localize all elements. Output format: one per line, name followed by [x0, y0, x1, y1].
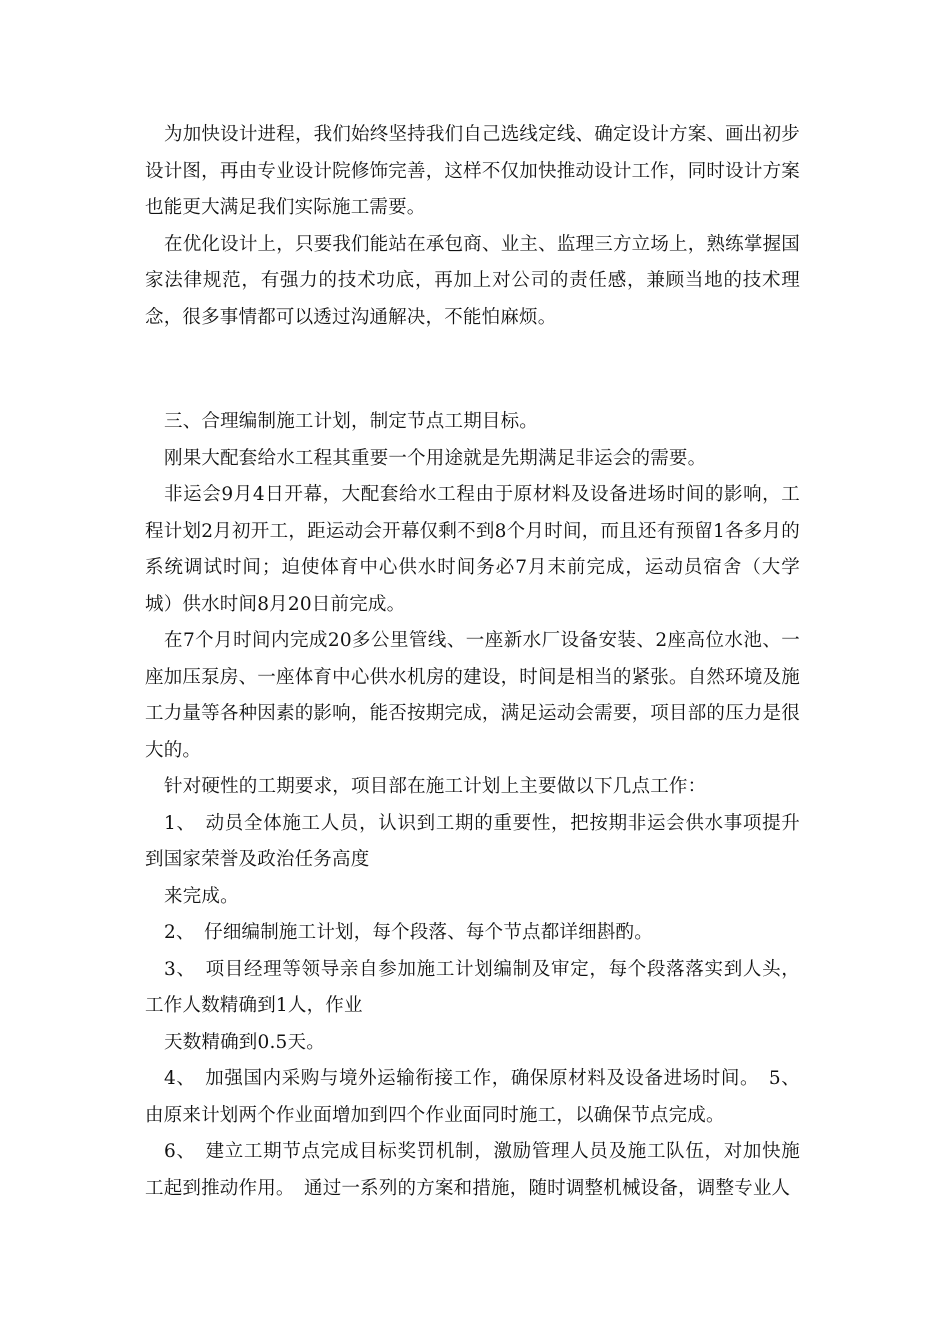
paragraph-design-optimization: 在优化设计上，只要我们能站在承包商、业主、监理三方立场上，熟练掌握国家法律规范，有强力的技术功底，再加上对公司的责任感，兼顾当地的技术理念，很多事情都可以透过沟通解决，不能怕麻烦。 [145, 233, 800, 328]
paragraph-timeline: 非运会9月4日开幕，大配套给水工程由于原材料及设备进场时间的影响，工程计划2月初开工，距运动会开幕仅剩不到8个月时间，而且还有预留1各多月的系统调试时间；迫使体育中心供水时间务必7月末前完成，运动员宿舍（大学城）供水时间8月20日前完成。 [145, 484, 800, 615]
list-item-6: 6、 建立工期节点完成目标奖罚机制，激励管理人员及施工队伍，对加快施工起到推动作用。 通过一系列的方案和措施，随时调整机械设备，调整专业人 [145, 1141, 800, 1199]
list-item-2: 2、 仔细编制施工计划，每个段落、每个节点都详细斟酌。 [164, 922, 653, 943]
list-item-3: 3、 项目经理等领导亲自参加施工计划编制及审定，每个段落落实到人头，工作人数精确到1人，作业 [145, 958, 800, 1016]
paragraph-design-process: 为加快设计进程，我们始终坚持我们自己选线定线、确定设计方案、画出初步设计图，再由专业设计院修饰完善，这样不仅加快推动设计工作，同时设计方案也能更大满足我们实际施工需要。 [145, 124, 800, 218]
section-design [145, 117, 800, 336]
paragraph-scope: 在7个月时间内完成20多公里管线、一座新水厂设备安装、2座高位水池、一座加压泵房、一座体育中心供水机房的建设，时间是相当的紧张。自然环境及施工力量等各种因素的影响，能否按期完成，满足运动会需要，项目部的压力是很大的。 [145, 630, 800, 761]
section-schedule [145, 404, 800, 1207]
paragraph-work-intro: 针对硬性的工期要求，项目部在施工计划上主要做以下几点工作： [164, 776, 707, 797]
paragraph-purpose: 刚果大配套给水工程其重要一个用途就是先期满足非运会的需要。 [164, 447, 707, 469]
list-item-1: 1、 动员全体施工人员，认识到工期的重要性，把按期非运会供水事项提升到国家荣誉及政治任务高度 [145, 812, 800, 870]
list-item-4-5: 4、 加强国内采购与境外运输衔接工作，确保原材料及设备进场时间。 5、由原来计划两个作业面增加到四个作业面同时施工，以确保节点完成。 [145, 1068, 800, 1126]
list-item-3-continued: 天数精确到0.5天。 [164, 1031, 325, 1053]
section-heading: 三、合理编制施工计划，制定节点工期目标。 [164, 411, 539, 432]
list-item-1-continued: 来完成。 [164, 885, 239, 907]
